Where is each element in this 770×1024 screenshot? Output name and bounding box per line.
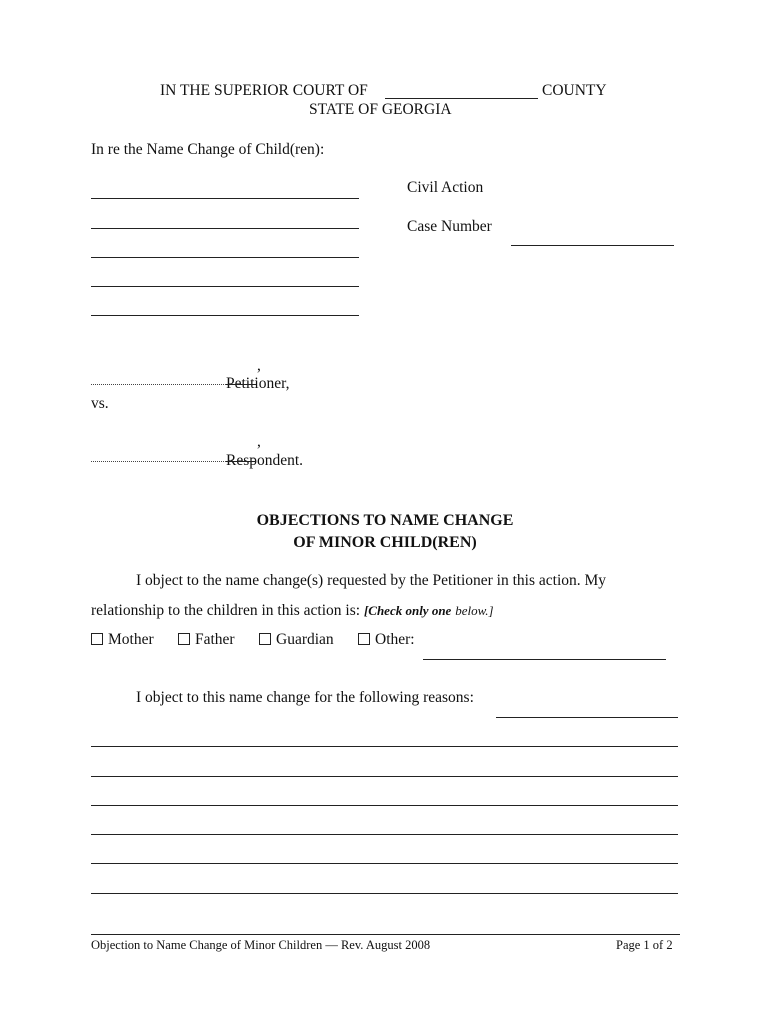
child-name-line-2[interactable]	[91, 228, 359, 229]
check-hint-bold: [Check only one	[363, 603, 452, 618]
mother-label: Mother	[108, 631, 154, 648]
father-checkbox[interactable]	[178, 633, 190, 645]
reasons-label: I object to this name change for the following reasons:	[136, 689, 474, 706]
petitioner-label: Petitioner,	[226, 375, 290, 392]
guardian-checkbox[interactable]	[259, 633, 271, 645]
reason-line-6[interactable]	[91, 893, 678, 894]
footer-left: Objection to Name Change of Minor Children — Rev. August 2008	[91, 938, 431, 952]
mother-checkbox[interactable]	[91, 633, 103, 645]
court-prefix: IN THE SUPERIOR COURT OF	[160, 82, 368, 99]
option-father[interactable]	[178, 631, 235, 649]
document-title-line-1: OBJECTIONS TO NAME CHANGE	[256, 512, 514, 529]
case-number-label: Case Number	[407, 218, 492, 235]
relationship-prompt	[91, 602, 494, 620]
respondent-overline	[226, 461, 256, 462]
child-name-line-1[interactable]	[91, 198, 359, 199]
relationship-text: relationship to the children in this action is:	[91, 602, 361, 619]
respondent-comma: ,	[257, 433, 261, 450]
guardian-label: Guardian	[276, 631, 334, 648]
objection-statement: I object to the name change(s) requested by the Petitioner in this action. My	[136, 572, 607, 589]
reason-line-1[interactable]	[91, 746, 678, 747]
child-name-line-5[interactable]	[91, 315, 359, 316]
reason-line-3[interactable]	[91, 805, 678, 806]
case-number-blank[interactable]	[511, 245, 674, 246]
child-name-line-4[interactable]	[91, 286, 359, 287]
option-mother[interactable]	[91, 631, 154, 649]
petitioner-name-line[interactable]	[91, 384, 226, 385]
page-number: Page 1 of 2	[616, 938, 673, 952]
reason-line-4[interactable]	[91, 834, 678, 835]
option-guardian[interactable]	[259, 631, 334, 649]
petitioner-comma: ,	[257, 357, 261, 374]
state-heading: STATE OF GEORGIA	[309, 101, 452, 118]
child-name-line-3[interactable]	[91, 257, 359, 258]
check-hint-italic: below.]	[455, 603, 494, 618]
reason-line-0[interactable]	[496, 717, 678, 718]
other-specify-line[interactable]	[423, 659, 666, 660]
in-re-label: In re the Name Change of Child(ren):	[91, 141, 325, 158]
other-label: Other:	[375, 631, 415, 648]
petitioner-overline	[226, 384, 256, 385]
respondent-label: Respondent.	[226, 452, 304, 469]
court-suffix: COUNTY	[542, 82, 607, 99]
option-other[interactable]	[358, 631, 415, 649]
reason-line-2[interactable]	[91, 776, 678, 777]
reason-line-5[interactable]	[91, 863, 678, 864]
document-title-line-2: OF MINOR CHILD(REN)	[293, 534, 477, 551]
civil-action-label: Civil Action	[407, 179, 484, 196]
vs-label: vs.	[91, 395, 109, 412]
other-checkbox[interactable]	[358, 633, 370, 645]
respondent-name-line[interactable]	[91, 461, 226, 462]
father-label: Father	[195, 631, 235, 648]
footer-rule	[91, 934, 680, 935]
county-blank[interactable]	[385, 98, 538, 99]
